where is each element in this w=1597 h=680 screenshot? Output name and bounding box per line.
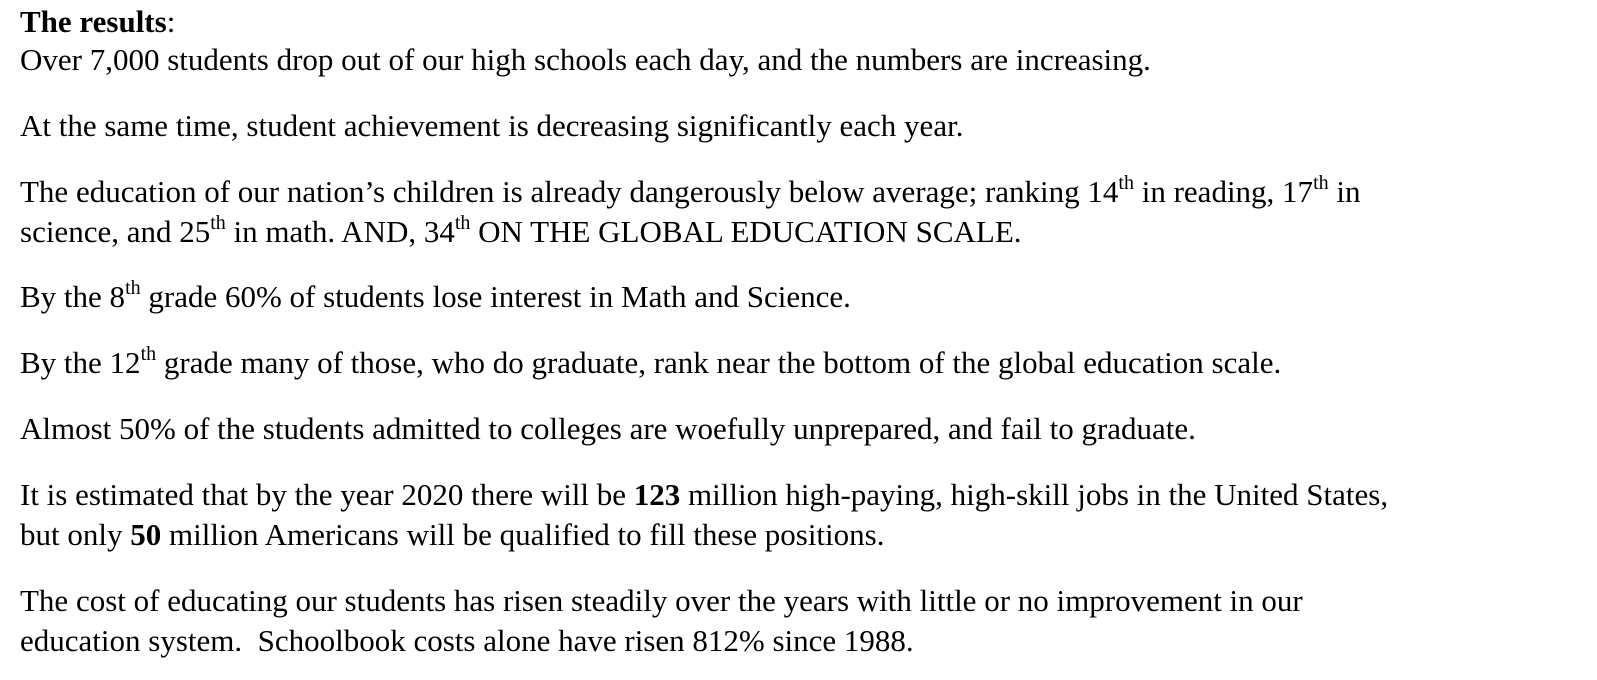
text-run: grade many of those, who do graduate, rank near the bottom of the global education scale. bbox=[156, 345, 1282, 380]
text-run: ON THE GLOBAL EDUCATION SCALE. bbox=[470, 214, 1022, 249]
paragraph-line bbox=[20, 212, 1361, 252]
paragraph-rankings bbox=[20, 172, 1361, 252]
section-heading bbox=[20, 2, 175, 42]
paragraph-twelfth-grade bbox=[20, 343, 1281, 383]
text-run: in math. AND, 34 bbox=[225, 214, 455, 249]
paragraph-text: At the same time, student achievement is decreasing significantly each year. bbox=[20, 108, 964, 143]
ordinal-suffix: th bbox=[140, 342, 157, 365]
text-run: It is estimated that by the year 2020 there will be bbox=[20, 477, 634, 512]
paragraph-line bbox=[20, 515, 1388, 555]
ordinal-suffix: th bbox=[454, 211, 471, 234]
bold-number: 123 bbox=[633, 477, 681, 512]
bold-number: 50 bbox=[130, 517, 162, 552]
paragraph-jobs bbox=[20, 475, 1388, 555]
text-run: million high-paying, high-skill jobs in the United States, bbox=[680, 477, 1389, 512]
ordinal-suffix: th bbox=[1313, 171, 1329, 194]
paragraph-cost bbox=[20, 581, 1303, 661]
text-run: in reading, 17 bbox=[1133, 174, 1314, 209]
paragraph-line: education system. Schoolbook costs alone have risen 812% since 1988. bbox=[20, 623, 914, 658]
text-run: million Americans will be qualified to fill these positions. bbox=[161, 517, 885, 552]
paragraph-line bbox=[20, 475, 1388, 515]
paragraph-text: Almost 50% of the students admitted to colleges are woefully unprepared, and fail to graduate. bbox=[20, 411, 1196, 446]
heading-label: The results bbox=[20, 4, 167, 39]
paragraph-line: The cost of educating our students has risen steadily over the years with little or no improvement in our bbox=[20, 583, 1303, 618]
paragraph-line bbox=[20, 172, 1361, 212]
paragraph-college bbox=[20, 409, 1196, 449]
text-run: The education of our nation’s children is already dangerously below average; ranking 14 bbox=[20, 174, 1119, 209]
text-run: science, and 25 bbox=[20, 214, 211, 249]
paragraph-dropout bbox=[20, 40, 1151, 80]
ordinal-suffix: th bbox=[125, 276, 141, 299]
ordinal-suffix: th bbox=[210, 211, 226, 234]
paragraph-text: Over 7,000 students drop out of our high schools each day, and the numbers are increasing. bbox=[20, 42, 1151, 77]
text-run: grade 60% of students lose interest in Math and Science. bbox=[140, 279, 851, 314]
text-run: By the 12 bbox=[20, 345, 141, 380]
paragraph-achievement bbox=[20, 106, 963, 146]
paragraph-eighth-grade bbox=[20, 277, 851, 317]
text-run: By the 8 bbox=[20, 279, 126, 314]
heading-colon: : bbox=[166, 4, 176, 39]
text-run: but only bbox=[20, 517, 131, 552]
ordinal-suffix: th bbox=[1118, 171, 1134, 194]
text-run: in bbox=[1328, 174, 1361, 209]
